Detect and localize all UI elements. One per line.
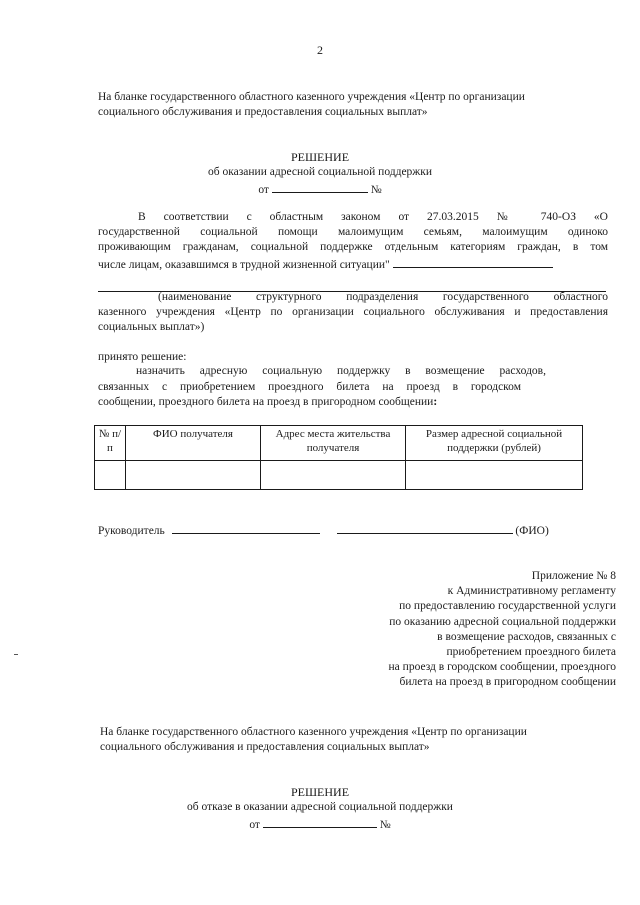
header-fio: ФИО получателя bbox=[126, 426, 261, 461]
org-name-line: социальных выплат») bbox=[98, 321, 205, 333]
appendix-line: Приложение № 8 bbox=[531, 570, 616, 582]
date-number-line bbox=[0, 181, 640, 198]
table-cell bbox=[406, 461, 583, 490]
blank-note bbox=[98, 90, 598, 120]
fill-blank bbox=[393, 256, 553, 268]
fio-blank bbox=[337, 522, 513, 534]
decision-text bbox=[136, 364, 546, 379]
refusal-subtitle: об отказе в оказании адресной социальной поддержки bbox=[187, 801, 453, 813]
table-header-row bbox=[95, 426, 583, 461]
appendix-line: по предоставлению государственной услуги bbox=[399, 600, 616, 613]
decision-colon: : bbox=[433, 396, 438, 408]
refusal-date-number-line bbox=[0, 816, 640, 833]
date-prefix: от bbox=[249, 819, 260, 831]
decision-line-last bbox=[98, 395, 437, 410]
recipients-table bbox=[94, 425, 583, 490]
decision-line: назначить адресную социальную поддержку в возмещение расходов, bbox=[136, 365, 546, 377]
appendix-line: на проезд в городском сообщении, проездного bbox=[388, 661, 616, 674]
blank-note-second bbox=[100, 725, 600, 755]
appendix-line: к Административному регламенту bbox=[447, 585, 616, 598]
table-cell bbox=[95, 461, 126, 490]
date-blank bbox=[272, 181, 368, 193]
header-amount: Размер адресной социальной поддержки (рублей) bbox=[406, 426, 583, 461]
appendix-line: в возмещение расходов, связанных с bbox=[437, 630, 616, 643]
signature-fio: (ФИО) bbox=[515, 525, 549, 537]
number-sign: № bbox=[370, 184, 382, 196]
decision-line: связанных с приобретением проездного билета на проезд в городском bbox=[98, 381, 521, 393]
body-line: государственной социальной помощи малоимущим семьям, малоимущим одиноко bbox=[98, 226, 608, 238]
body-line-last bbox=[98, 256, 608, 273]
appendix-header bbox=[316, 569, 616, 690]
appendix-line: приобретением проездного билета bbox=[446, 645, 616, 658]
signature-line bbox=[98, 522, 618, 539]
decision-line-text: сообщении, проездного билета на проезд в пригородном сообщении bbox=[98, 396, 434, 408]
org-name-line: казенного учреждения «Центр по организации социального обслуживания и предоставления bbox=[98, 306, 608, 318]
body-line: В соответствии с областным законом от 27.03.2015 № 740-ОЗ «О bbox=[138, 211, 608, 223]
table-cell bbox=[126, 461, 261, 490]
signature-blank bbox=[172, 522, 320, 534]
decision-intro: принято решение: bbox=[98, 351, 187, 363]
decision-title: РЕШЕНИЕ bbox=[290, 150, 350, 164]
decision-subtitle: об оказании адресной социальной поддержки bbox=[208, 166, 432, 178]
page-number: 2 bbox=[317, 43, 323, 57]
appendix-line: билета на проезд в пригородном сообщении bbox=[399, 676, 616, 689]
number-sign: № bbox=[379, 819, 391, 831]
table-row bbox=[95, 461, 583, 490]
signature-label: Руководитель bbox=[98, 525, 165, 537]
blank-note-line: социального обслуживания и предоставления социальных выплат» bbox=[100, 740, 430, 753]
body-line: проживающим гражданам, социальной поддержке отдельным категориям граждан, в том bbox=[98, 241, 608, 253]
refusal-title: РЕШЕНИЕ bbox=[290, 785, 350, 799]
appendix-line: по оказанию адресной социальной поддержки bbox=[389, 615, 616, 628]
blank-note-line: На бланке государственного областного казенного учреждения «Центр по организации bbox=[100, 726, 527, 738]
margin-mark bbox=[14, 654, 18, 655]
table-cell bbox=[261, 461, 406, 490]
org-name-line: (наименование структурного подразделения государственного областного bbox=[158, 291, 608, 303]
blank-note-line: На бланке государственного областного казенного учреждения «Центр по организации bbox=[98, 91, 525, 103]
header-number: № п/п bbox=[95, 426, 126, 461]
blank-note-line: социального обслуживания и предоставления социальных выплат» bbox=[98, 105, 428, 118]
header-address: Адрес места жительства получателя bbox=[261, 426, 406, 461]
date-blank bbox=[263, 816, 377, 828]
body-line-text: числе лицам, оказавшимся в трудной жизненной ситуации" bbox=[98, 259, 390, 271]
date-prefix: от bbox=[258, 184, 269, 196]
